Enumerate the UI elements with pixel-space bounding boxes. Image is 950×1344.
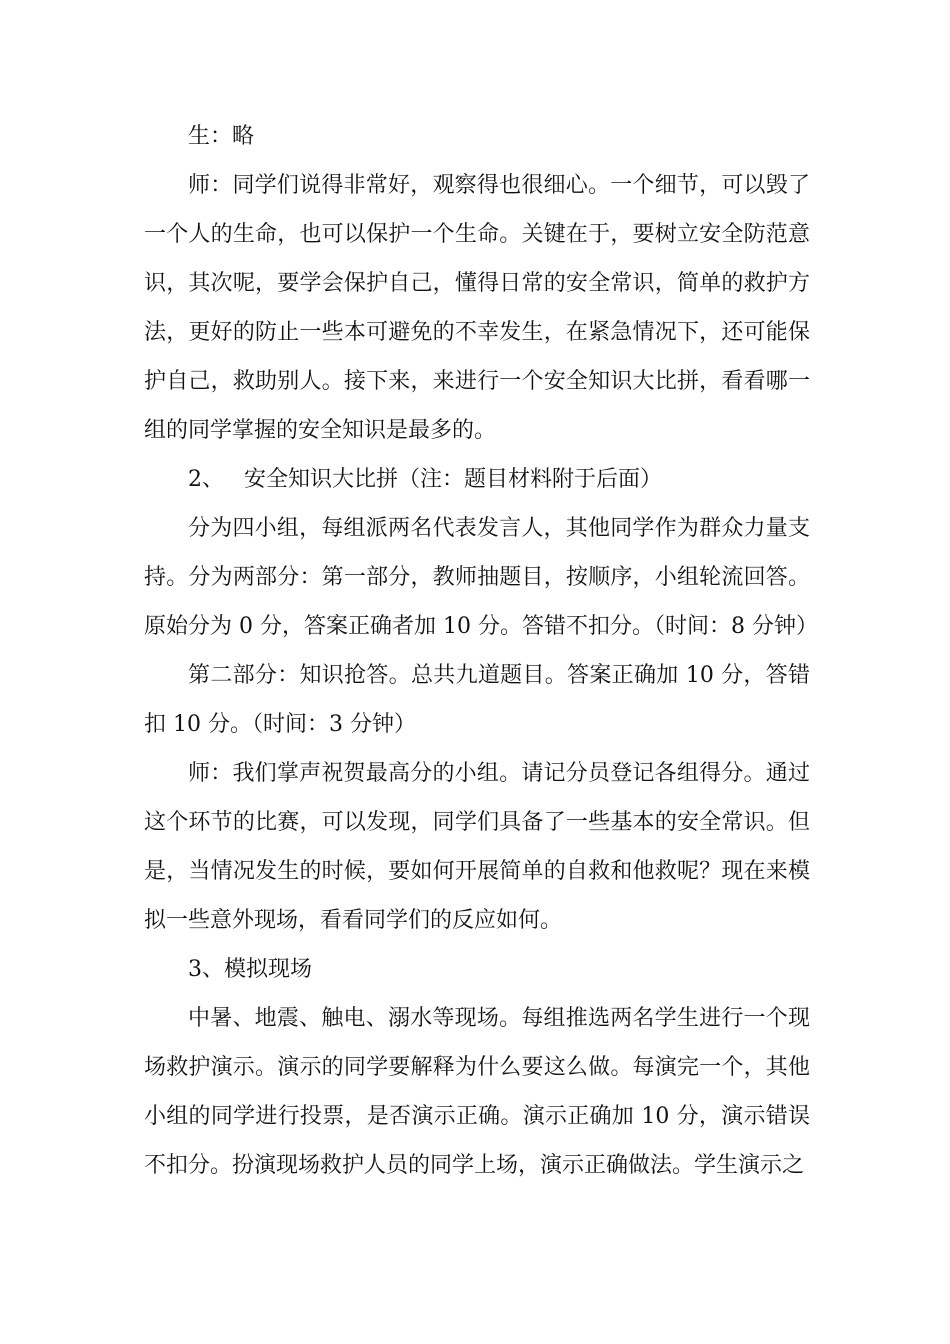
document-body: [144, 112, 818, 1190]
section-title: 安全知识大比拼（注：题目材料附于后面）: [244, 467, 663, 492]
section-heading-safety-quiz: [144, 455, 810, 504]
paragraph-teacher-congratulations: 师：我们掌声祝贺最高分的小组。请记分员登记各组得分。通过这个环节的比赛，可以发现，同学们具备了一些基本的安全常识。但是，当情况发生的时候，要如何开展简单的自救和他救呢？现在来模拟一些意外现场，看看同学们的反应如何。: [144, 761, 810, 933]
section-heading-simulation: 3、模拟现场: [188, 957, 312, 982]
section-number: 2、: [188, 467, 224, 492]
paragraph-quiz-part-two: 第二部分：知识抢答。总共九道题目。答案正确加 10 分，答错扣 10 分。（时间：3 分钟）: [144, 663, 810, 737]
paragraph-teacher-remarks: 师：同学们说得非常好，观察得也很细心。一个细节，可以毁了一个人的生命，也可以保护一个生命。关键在于，要树立安全防范意识，其次呢，要学会保护自己，懂得日常的安全常识，简单的救护方法，更好的防止一些本可避免的不幸发生，在紧急情况下，还可能保护自己，救助别人。接下来，来进行一个安全知识大比拼，看看哪一组的同学掌握的安全知识是最多的。: [144, 173, 810, 443]
paragraph-quiz-part-one: 分为四小组，每组派两名代表发言人，其他同学作为群众力量支持。分为两部分：第一部分，教师抽题目，按顺序，小组轮流回答。原始分为 0 分，答案正确者加 10 分。答错不扣分。（时间：8 分钟）: [144, 516, 818, 639]
paragraph-student-reply: 生：略: [188, 124, 255, 149]
paragraph-simulation-details: 中暑、地震、触电、溺水等现场。每组推选两名学生进行一个现场救护演示。演示的同学要解释为什么要这么做。每演完一个，其他小组的同学进行投票，是否演示正确。演示正确加 10 分，演示错误不扣分。扮演现场救护人员的同学上场，演示正确做法。学生演示之: [144, 1006, 810, 1178]
